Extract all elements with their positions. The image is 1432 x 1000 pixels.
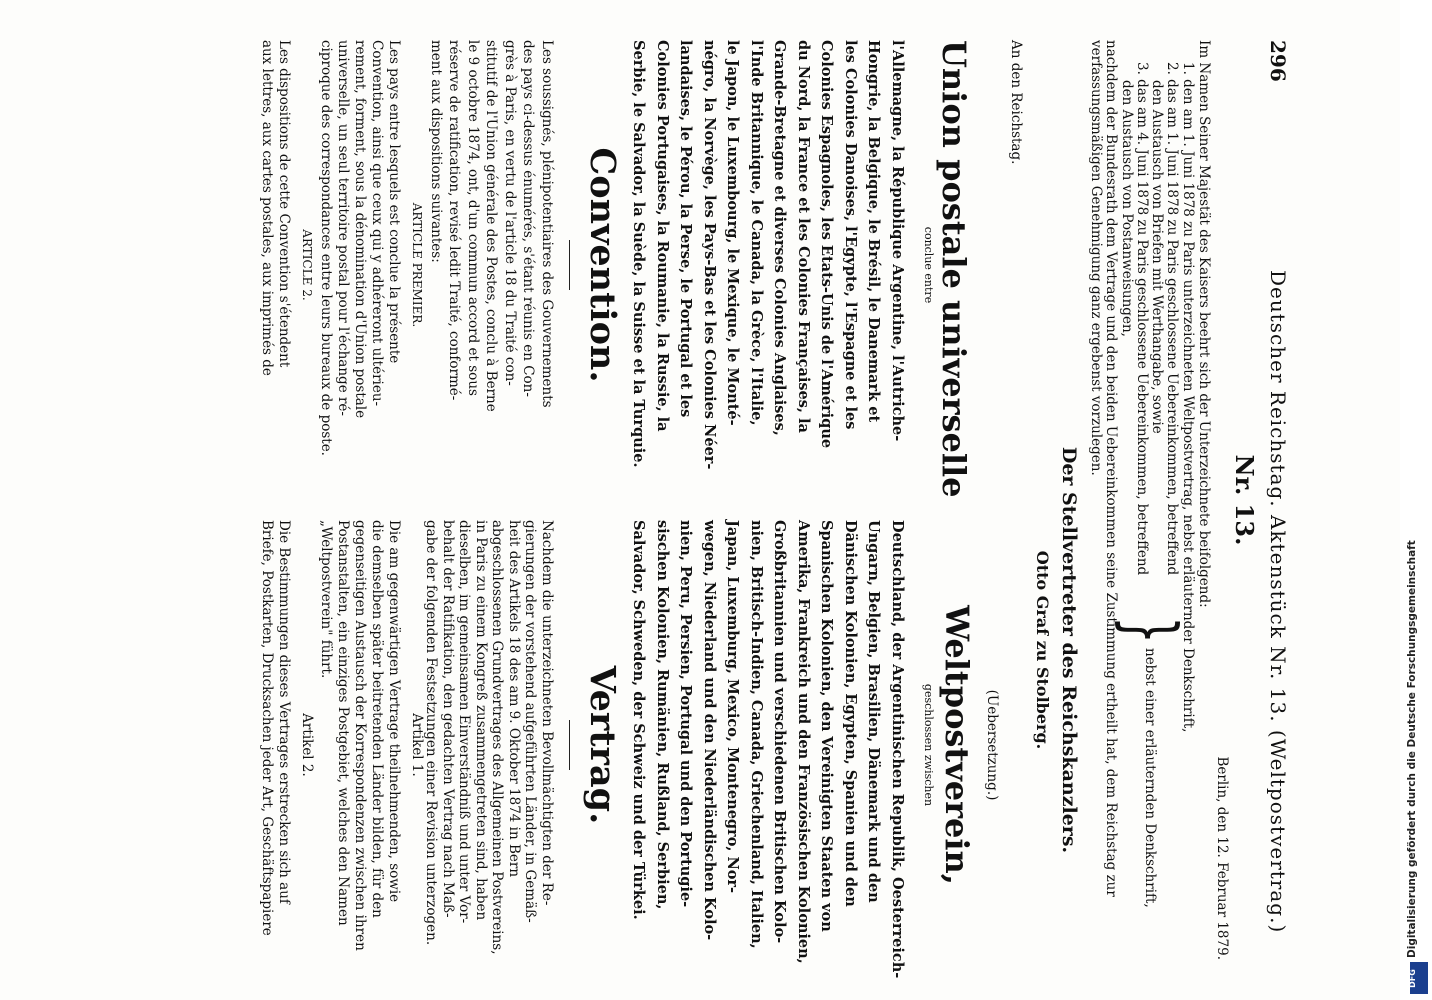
german-article-2-title: Artikel 2. (299, 713, 315, 777)
french-party-line: Colonies Portugaises, la Roumanie, la Russie, la (654, 40, 671, 432)
french-party-line: le Japon, le Luxembourg, le Mexique, le Monté- (724, 40, 742, 426)
german-preamble-line: gabe der folgenden Festsetzungen einer Revision unterzogen. (423, 520, 440, 946)
french-party-line: Hongrie, la Belgique, le Brésil, le Danemark et (865, 40, 883, 423)
german-rule (569, 720, 570, 770)
brace-note: nebst einer erläuternden Denkschrift, (1142, 648, 1158, 908)
intro-item-3a: 3. das am 4. Juni 1878 zu Paris geschlossene Uebereinkommen, betreffend (1134, 62, 1150, 576)
french-preamble-line: stitutif de l'Union générale des Postes, conclu à Berne (483, 40, 500, 412)
french-party-line: l'Inde Britannique, le Canada, la Grèce, l'Italie, (748, 40, 765, 426)
german-title: Weltpostverein, (938, 605, 976, 885)
german-party-line: Japan, Luxemburg, Mexico, Montenegro, Nor- (724, 520, 742, 894)
intro-item-3b: den Austausch von Postanweisungen, (1119, 80, 1135, 337)
german-article-2-line: Briefe, Postkarten, Drucksachen jeder Art, Geschäftspapiere (259, 520, 275, 936)
french-rule (569, 240, 570, 290)
german-preamble-line: in Paris zu einem Kongreß zusammengetreten sind, haben (473, 520, 489, 921)
french-article-2-line: Les dispositions de cette Convention s'étendent (276, 40, 292, 368)
german-party-line: Deutschland, der Argentinischen Republik, Oesterreich- (889, 520, 906, 979)
french-party-line: landaises, le Pérou, la Perse, le Portugal et les (677, 40, 695, 418)
german-party-line: Ungarn, Belgien, Brasilien, Dänemark und den (865, 520, 883, 903)
french-preamble-line: Les soussignés, plénipotentiaires des Gouvernements (539, 40, 555, 408)
intro-item-1: 1. den am 1. Juni 1878 zu Paris unterzeichneten Weltpostvertrag, nebst erläuternder Denkschrift, (1180, 62, 1196, 733)
intro-line: Im Namen Seiner Majestät des Kaisers beehrt sich der Unterzeichnete beifolgend: (1196, 40, 1212, 608)
german-party-line: Spanischen Kolonien, den Vereinigten Staaten von (818, 520, 836, 932)
intro-item-2a: 2. das am 1. Juni 1878 zu Paris geschlossene Uebereinkommen, betreffend (1164, 62, 1180, 576)
french-article-2-line: aux lettres, aux cartes postales, aux imprimés de (259, 40, 275, 376)
document-page (58, 0, 1318, 1000)
dfg-logo: DFG (1410, 962, 1428, 994)
french-article-1-line: rement, forment, sous la dénomination d'Union postale (352, 40, 368, 419)
french-party-line: Grande-Bretagne et diverses Colonies Anglaises, (771, 40, 789, 436)
german-article-1-line: die demselben später beitretenden Länder bilden, für den (369, 520, 385, 918)
french-article-1-line: Les pays entre lesquels est conclue la présente (386, 40, 402, 364)
french-article-1-line: Convention, ainsi que ceux qui y adhéreront ultérieu- (369, 40, 385, 407)
date-line: Berlin, den 12. Februar 1879. (1214, 756, 1230, 960)
german-preamble-line: heit des Artikels 18 des am 9. Oktober 1874 in Bern (506, 520, 522, 878)
french-party-line: Colonies Espagnoles, les Etats-Unis de l'Amérique (818, 40, 836, 449)
french-subtitle: conclue entre (922, 226, 935, 304)
german-party-line: Amerika, Frankreich und den Französischen Kolonien, (795, 520, 812, 964)
german-party-line: Salvador, Schweden, der Schweiz und der Türkei. (630, 520, 648, 920)
german-party-line: nien, Britisch-Indien, Canada, Griechenland, Italien, (748, 520, 765, 949)
french-party-line: l'Allemagne, la République Argentine, l'Autriche- (889, 40, 906, 442)
german-party-line: nien, Peru, Persien, Portugal und den Portugie- (677, 520, 695, 908)
addressee: An den Reichstag. (1008, 40, 1024, 165)
french-article-1-line: ciproque des correspondances entre leurs bureaux de poste. (318, 40, 334, 456)
french-preamble-line: réserve de ratification, revisé ledit Traité, conformé- (446, 40, 463, 401)
brace-mark: } (1108, 616, 1191, 644)
german-article-1-line: „Weltpostverein" führt. (318, 520, 334, 679)
german-preamble-line: dieselben, im gemeinsamen Einverständniß und unter Vor- (456, 520, 473, 924)
french-preamble-line: le 9 octobre 1874, ont, d'un commun accord et sous (465, 40, 481, 396)
german-article-2-line: Die Bestimmungen dieses Vertrages erstrecken sich auf (276, 520, 292, 904)
german-preamble-line: abgeschlossenen Grundvertrages des Allgemeinen Postvereins, (489, 520, 506, 955)
intro-closing-2: verfassungsmäßigen Genehmigung ganz ergebenst vorzulegen. (1088, 40, 1104, 476)
digitization-notice: Digitalisierung gefördert durch die Deutsche Forschungsgemeinschaft (1406, 540, 1418, 958)
intro-closing-1: nachdem der Bundesrath dem Vertrage und den beiden Uebereinkommen seine Zustimmung ertheilt hat, dem Reichstag zur (1103, 40, 1119, 897)
german-party-line: Großbritannien und verschiedenen Britischen Kolo- (771, 520, 789, 944)
running-title: Deutscher Reichstag. Aktenstück Nr. 13. (Weltpostvertrag.) (1266, 270, 1290, 934)
german-party-line: sischen Kolonien, Rumänien, Rußland, Serbien, (654, 520, 671, 910)
french-article-1-title: ARTICLE PREMIER. (410, 202, 424, 328)
german-article-1-title: Artikel 1. (409, 713, 425, 777)
german-subtitle: geschlossen zwischen (922, 683, 935, 807)
french-party-line: les Colonies Danoises, l'Egypte, l'Espagne et les (842, 40, 859, 430)
german-convention-title: Vertrag. (582, 665, 623, 825)
german-preamble-line: gierungen der vorstehend aufgeführten Länder, in Gemäß- (522, 520, 539, 923)
french-preamble-line: ment aux dispositions suivantes: (428, 40, 444, 263)
french-party-line: du Nord, la France et les Colonies Françaises, la (795, 40, 812, 433)
french-title: Union postale universelle (935, 40, 973, 498)
page-number: 296 (1266, 40, 1290, 82)
german-party-line: wegen, Niederland und den Niederländischen Kolo- (701, 520, 718, 941)
french-party-line: négro, la Norvège, les Pays-Bas et les Colonies Néer- (701, 40, 718, 470)
french-party-line: Serbie, le Salvador, la Suède, la Suisse et la Turquie. (630, 40, 648, 468)
document-number: Nr. 13. (1230, 454, 1259, 546)
german-preamble-line: behalt der Ratifikation, den gedachten Vertrag nach Maß- (440, 520, 456, 918)
french-article-2-title: ARTICLE 2. (300, 229, 314, 301)
french-preamble-line: grès à Paris, en vertu de l'article 18 du Traité con- (502, 40, 518, 386)
signature-title: Der Stellvertreter des Reichskanzlers. (1058, 446, 1080, 854)
intro-item-2b: den Austausch von Briefen mit Werthangabe, sowie (1149, 80, 1165, 434)
german-article-1-line: Postanstalten, ein einziges Postgebiet, welches den Namen (335, 520, 351, 926)
german-preamble-line: Nachdem die unterzeichneten Bevollmächtigten der Re- (539, 520, 555, 906)
german-article-1-line: Die am gegenwärtigen Vertrage theilnehmenden, sowie (386, 520, 402, 903)
german-translation-note: (Uebersetzung.) (984, 689, 1000, 801)
french-preamble-line: des pays ci-dessus énumérés, s'étant réunis en Con- (520, 40, 537, 397)
french-article-1-line: universelle, un seul territoire postal pour l'échange ré- (335, 40, 351, 416)
german-party-line: Dänischen Kolonien, Egypten, Spanien und den (842, 520, 859, 907)
signature-name: Otto Graf zu Stolberg. (1033, 550, 1052, 750)
digitization-strip (1400, 0, 1432, 1000)
german-article-1-line: gegenseitigen Austausch der Korrespondenzen zwischen ihren (352, 520, 368, 951)
french-convention-title: Convention. (582, 147, 623, 383)
